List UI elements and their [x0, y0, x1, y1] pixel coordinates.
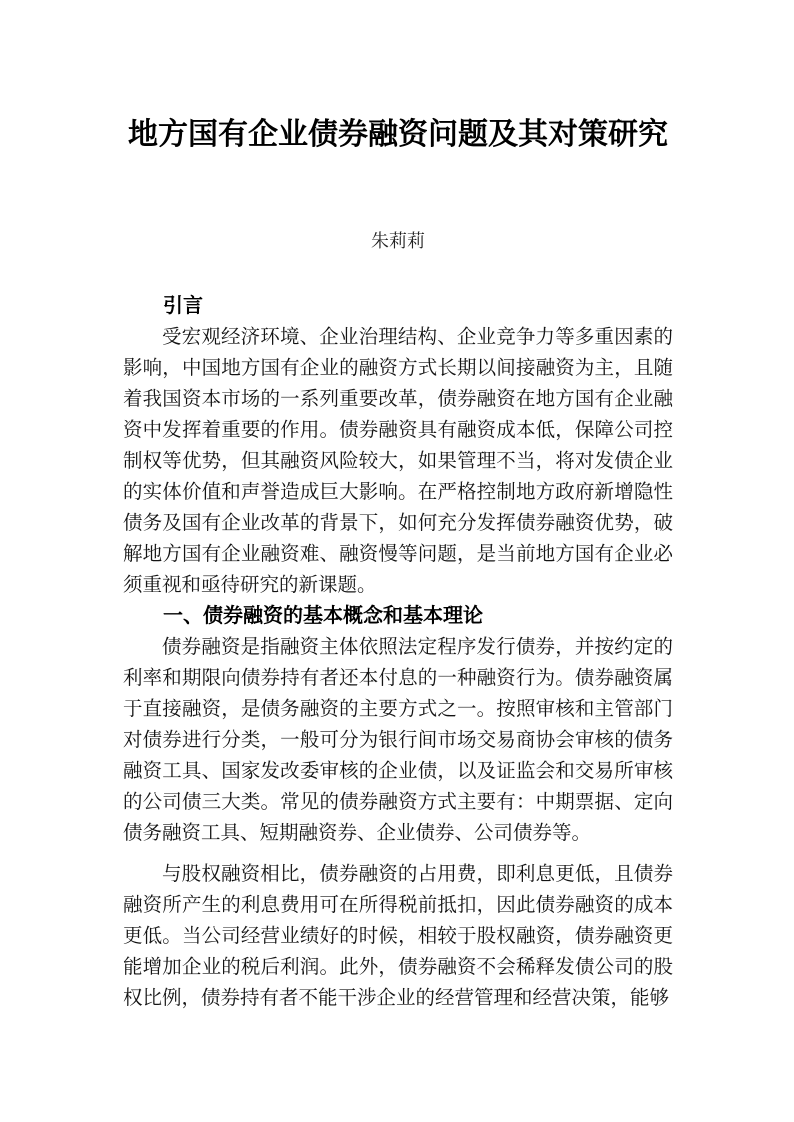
document-body — [123, 290, 673, 1013]
section1-paragraph-1: 债券融资是指融资主体依照法定程序发行债券，并按约定的利率和期限向债券持有者还本付息的一种融资行为。债券融资属于直接融资，是债务融资的主要方式之一。按照审核和主管部门对债券进行分类，一般可分为银行间市场交易商协会审核的债务融资工具、国家发改委审核的企业债，以及证监会和交易所审核的公司债三大类。常见的债券融资方式主要有：中期票据、定向债务融资工具、短期融资券、企业债券、公司债券等。 — [123, 635, 673, 844]
section-heading-1: 一、债券融资的基本概念和基本理论 — [163, 603, 483, 627]
intro-paragraph: 受宏观经济环境、企业治理结构、企业竞争力等多重因素的影响，中国地方国有企业的融资方式长期以间接融资为主，且随着我国资本市场的一系列重要改革，债券融资在地方国有企业融资中发挥着重要的作用。债券融资具有融资成本低，保障公司控制权等优势，但其融资风险较大，如果管理不当，将对发债企业的实体价值和声誉造成巨大影响。在严格控制地方政府新增隐性债务及国有企业改革的背景下，如何充分发挥债券融资优势，破解地方国有企业融资难、融资慢等问题，是当前地方国有企业必须重视和亟待研究的新课题。 — [123, 325, 673, 596]
document-title: 地方国有企业债券融资问题及其对策研究 — [128, 117, 668, 152]
author-name: 朱莉莉 — [371, 231, 425, 252]
section-heading-introduction: 引言 — [163, 293, 203, 317]
section1-paragraph-2: 与股权融资相比，债券融资的占用费，即利息更低，且债券融资所产生的利息费用可在所得税前抵扣，因此债券融资的成本更低。当公司经营业绩好的时候，相较于股权融资，债券融资更能增加企业的税后利润。此外，债券融资不会稀释发债公司的股权比例，债券持有者不能干涉企业的经营管理和经营决策，能够 — [123, 862, 673, 1009]
